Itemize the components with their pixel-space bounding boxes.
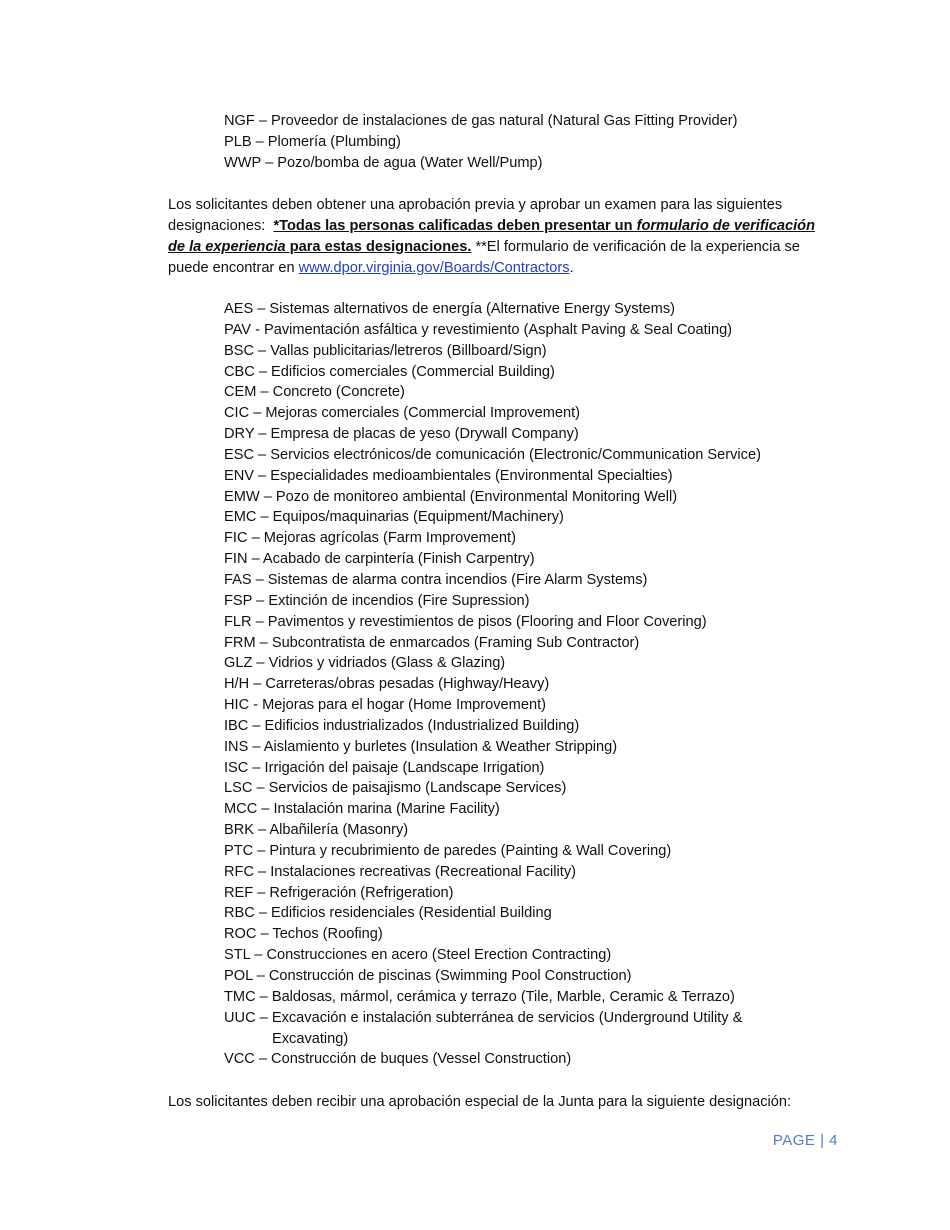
prequalification-paragraph	[168, 195, 832, 278]
list-item: REF – Refrigeración (Refrigeration)	[224, 884, 454, 901]
list-item: FAS – Sistemas de alarma contra incendios (Fire Alarm Systems)	[224, 571, 648, 588]
list-item: DRY – Empresa de placas de yeso (Drywall Company)	[224, 426, 579, 443]
paragraph-end: .	[569, 259, 574, 276]
form-location-text: **El formulario de verificación de la experiencia se puede encontrar en	[168, 238, 800, 276]
list-item: VCC – Construcción de buques (Vessel Construction)	[224, 1051, 572, 1068]
list-item: HIC - Mejoras para el hogar (Home Improvement)	[224, 697, 546, 714]
list-item: FSP – Extinción de incendios (Fire Supression)	[224, 592, 530, 609]
dpor-contractors-link[interactable]: www.dpor.virginia.gov/Boards/Contractors	[298, 259, 570, 276]
special-approval-paragraph: Los solicitantes deben recibir una aprobación especial de la Junta para la siguiente designación:	[168, 1094, 792, 1110]
list-item: BRK – Albañilería (Masonry)	[224, 822, 409, 839]
list-item: CEM – Concreto (Concrete)	[224, 384, 405, 401]
list-item: CIC – Mejoras comerciales (Commercial Improvement)	[224, 405, 581, 422]
requirement-note-start: *Todas las personas calificadas deben presentar un	[273, 217, 637, 234]
list-item: TMC – Baldosas, mármol, cerámica y terrazo (Tile, Marble, Ceramic & Terrazo)	[224, 988, 735, 1005]
list-item: H/H – Carreteras/obras pesadas (Highway/Heavy)	[224, 676, 550, 693]
list-item: PTC – Pintura y recubrimiento de paredes (Painting & Wall Covering)	[224, 842, 672, 859]
list-item: STL – Construcciones en acero (Steel Erection Contracting)	[224, 947, 612, 964]
list-item: FRM – Subcontratista de enmarcados (Framing Sub Contractor)	[224, 634, 640, 651]
list-item: EMC – Equipos/maquinarias (Equipment/Machinery)	[224, 509, 564, 526]
list-item: INS – Aislamiento y burletes (Insulation & Weather Stripping)	[224, 738, 618, 755]
list-item: RFC – Instalaciones recreativas (Recreational Facility)	[224, 863, 576, 880]
list-item: ROC – Techos (Roofing)	[224, 926, 383, 943]
list-item: EMW – Pozo de monitoreo ambiental (Environmental Monitoring Well)	[224, 488, 678, 505]
list-item: NGF – Proveedor de instalaciones de gas natural (Natural Gas Fitting Provider)	[224, 113, 738, 129]
requirement-note-end-wrap	[286, 239, 472, 255]
experience-form-name: formulario de verificación de la experiencia	[168, 217, 815, 255]
list-item: ENV – Especialidades medioambientales (Environmental Specialties)	[224, 467, 673, 484]
list-item: LSC – Servicios de paisajismo (Landscape Services)	[224, 780, 567, 797]
list-item: ESC – Servicios electrónicos/de comunicación (Electronic/Communication Service)	[224, 446, 761, 463]
list-item: RBC – Edificios residenciales (Residential Building	[224, 905, 552, 922]
list-item: IBC – Edificios industrializados (Industrialized Building)	[224, 717, 580, 734]
list-item: MCC – Instalación marina (Marine Facility)	[224, 801, 500, 818]
list-item: WWP – Pozo/bomba de agua (Water Well/Pump)	[224, 154, 543, 171]
list-item: PAV - Pavimentación asfáltica y revestimiento (Asphalt Paving & Seal Coating)	[224, 321, 733, 338]
list-item-uuc	[224, 1008, 761, 1050]
list-item-continuation: Excavating)	[272, 1030, 349, 1047]
list-item: AES – Sistemas alternativos de energía (Alternative Energy Systems)	[224, 301, 675, 317]
list-item: FLR – Pavimentos y revestimientos de pisos (Flooring and Floor Covering)	[224, 613, 707, 630]
requirement-note-end: para estas designaciones.	[285, 238, 472, 255]
list-item: FIN – Acabado de carpintería (Finish Carpentry)	[224, 551, 535, 568]
list-item: PLB – Plomería (Plumbing)	[224, 133, 401, 150]
designation-list-top	[224, 111, 737, 174]
list-item-line: UUC – Excavación e instalación subterránea de servicios (Underground Utility &	[224, 1009, 743, 1026]
list-item: CBC – Edificios comerciales (Commercial Building)	[224, 363, 555, 380]
paragraph-intro: Los solicitantes deben obtener una aprobación previa y aprobar un examen para las siguientes designaciones:	[168, 197, 783, 234]
list-item: FIC – Mejoras agrícolas (Farm Improvement)	[224, 530, 516, 547]
list-item: GLZ – Vidrios y vidriados (Glass & Glazing)	[224, 655, 506, 672]
list-item: BSC – Vallas publicitarias/letreros (Billboard/Sign)	[224, 342, 547, 359]
list-item: POL – Construcción de piscinas (Swimming Pool Construction)	[224, 968, 632, 984]
page-number: PAGE | 4	[772, 1132, 838, 1149]
designation-list-main	[224, 299, 761, 1070]
list-item: ISC – Irrigación del paisaje (Landscape Irrigation)	[224, 759, 545, 776]
